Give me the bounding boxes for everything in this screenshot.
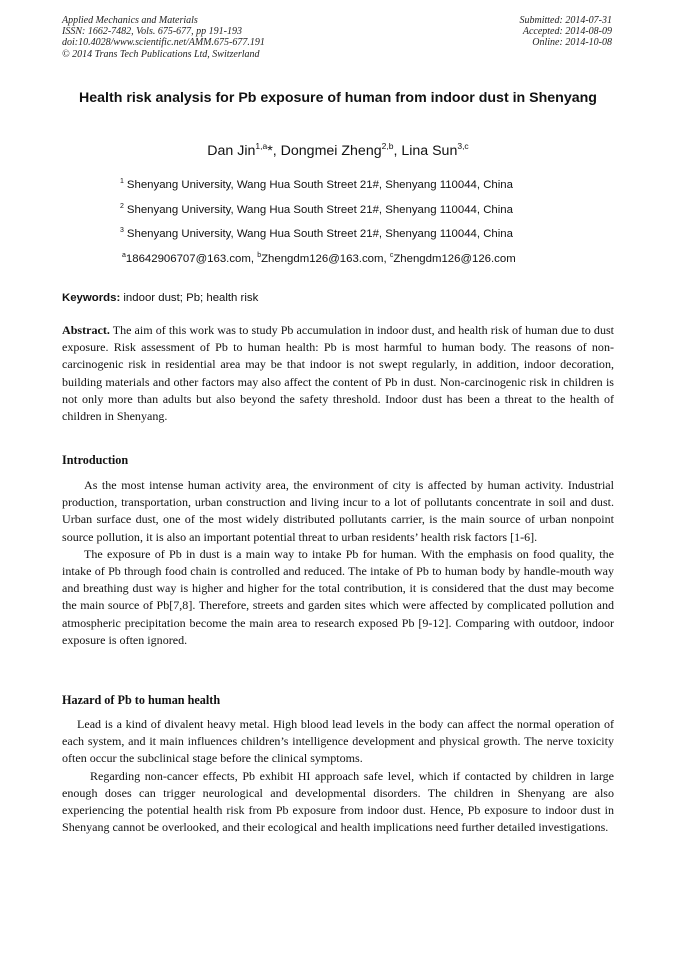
accepted-date: Accepted: 2014-08-09 bbox=[522, 26, 612, 38]
introduction-section bbox=[62, 477, 614, 649]
abstract bbox=[62, 322, 614, 425]
journal-name: Applied Mechanics and Materials bbox=[62, 15, 198, 26]
journal-issn: ISSN: 1662-7482, Vols. 675-677, pp 191-193 bbox=[62, 26, 242, 38]
paragraph: Lead is a kind of divalent heavy metal. High blood lead levels in the body can affect the normal operation of each system, and it main influences children’s intelligence development and physical growth. The nerve toxicity often occur the subclinical stage before the clinical symptoms. bbox=[62, 717, 614, 766]
journal-header-left bbox=[62, 15, 265, 60]
email-address[interactable]: Zhengdm126@126.com bbox=[393, 253, 516, 265]
affiliation-number: 3 bbox=[120, 227, 124, 234]
abstract-text: The aim of this work was to study Pb accumulation in indoor dust, and health risk of human due to dust exposure. Risk assessment of Pb to human health: Pb is most harmful to human body. The reasons of non-carcinogenic risk in residential area may be that indoor is not swept regularly, in addition, indoor decoration, building materials and other factors may also affect the content of Pb in dust. Non-carcinogenic risk in children is not only more than adults but also beyond the safety threshold. Indoor dust has been a threat to the health of children in Shenyang. bbox=[62, 323, 615, 424]
affiliation-text: Shenyang University, Wang Hua South Street 21#, Shenyang 110044, China bbox=[126, 179, 513, 191]
paper-title: Health risk analysis for Pb exposure of human from indoor dust in Shenyang bbox=[79, 90, 597, 106]
affiliation-3 bbox=[120, 227, 513, 241]
author-name: Dongmei Zheng bbox=[280, 143, 382, 159]
keywords-text: indoor dust; Pb; health risk bbox=[123, 292, 259, 304]
author-name: Dan Jin bbox=[207, 143, 256, 159]
author-affiliation-mark: 1,a bbox=[255, 141, 268, 151]
affiliation-1 bbox=[120, 178, 513, 192]
paragraph: As the most intense human activity area, the environment of city is affected by human activity. Industrial production, transportation, urban construction and living incur to a lot of pollutants concentrate in soil and dust. Urban surface dust, one of the most widely distributed pollutants carrier, is the main source of urban nonpoint source pollution, it is also an important potential threat to urban residents’ health risk factors [1-6]. bbox=[62, 478, 614, 544]
abstract-label: Abstract. bbox=[62, 323, 110, 337]
submitted-date: Submitted: 2014-07-31 bbox=[519, 15, 612, 26]
journal-doi[interactable]: doi:10.4028/www.scientific.net/AMM.675-677.191 bbox=[62, 37, 265, 49]
paragraph: The exposure of Pb in dust is a main way to intake Pb for human. With the emphasis on food quality, the intake of Pb through food chain is controlled and reduced. The intake of Pb to human body by handle-mouth way and breathing dust way is higher and higher for the total contribution, it is considered that the dust may become the main source of Pb[7,8]. Therefore, streets and garden sites which were affected by complicated pollution and atmospheric precipitation become the main area to research exposed Pb [9-12]. Comparing with outdoor, indoor exposure is often ignored. bbox=[62, 546, 614, 647]
affiliation-number: 2 bbox=[120, 203, 124, 210]
online-date: Online: 2014-10-08 bbox=[532, 37, 612, 49]
email-mark: c bbox=[389, 252, 394, 259]
affiliation-number: 1 bbox=[120, 178, 124, 185]
email-address[interactable]: 18642906707@163.com bbox=[125, 253, 251, 265]
hazard-section bbox=[62, 716, 614, 836]
journal-copyright: © 2014 Trans Tech Publications Ltd, Switzerland bbox=[62, 48, 260, 60]
email-mark: b bbox=[257, 252, 262, 259]
paragraph: Regarding non-cancer effects, Pb exhibit HI approach safe level, which if contacted by children in large enough doses can trigger neurological and developmental disorders. The children in Shenyang are also experiencing the potential health risk from Pb exposure from indoor dust. Hence, Pb exposure to indoor dust in Shenyang cannot be overlooked, and their ecological and health implications need further detailed investigations. bbox=[62, 768, 614, 835]
keywords bbox=[62, 291, 258, 305]
affiliation-2 bbox=[120, 203, 513, 217]
email-mark: a bbox=[122, 252, 126, 259]
affiliation-text: Shenyang University, Wang Hua South Street 21#, Shenyang 110044, China bbox=[126, 204, 513, 216]
email-address[interactable]: Zhengdm126@163.com bbox=[261, 253, 384, 265]
section-heading-hazard: Hazard of Pb to human health bbox=[62, 693, 221, 707]
author-affiliation-mark: 3,c bbox=[457, 141, 469, 151]
section-heading-introduction: Introduction bbox=[62, 453, 129, 467]
journal-header-right bbox=[520, 15, 613, 49]
email-list: $^a$18642906707@163.com, $^b$Zhengdm126@163.com, $^c$Zhengdm126@126.com bbox=[122, 252, 516, 265]
author-list: Dan Jin$^{1,a}$*, Dongmei Zheng$^{2,b}$, Lina Sun$^{3,c}$ bbox=[207, 141, 469, 159]
keywords-label: Keywords: bbox=[62, 292, 121, 304]
author-name: Lina Sun bbox=[401, 143, 458, 159]
author-affiliation-mark: 2,b bbox=[381, 141, 394, 151]
affiliation-text: Shenyang University, Wang Hua South Street 21#, Shenyang 110044, China bbox=[126, 228, 513, 240]
corresponding-author-mark: * bbox=[267, 143, 273, 159]
